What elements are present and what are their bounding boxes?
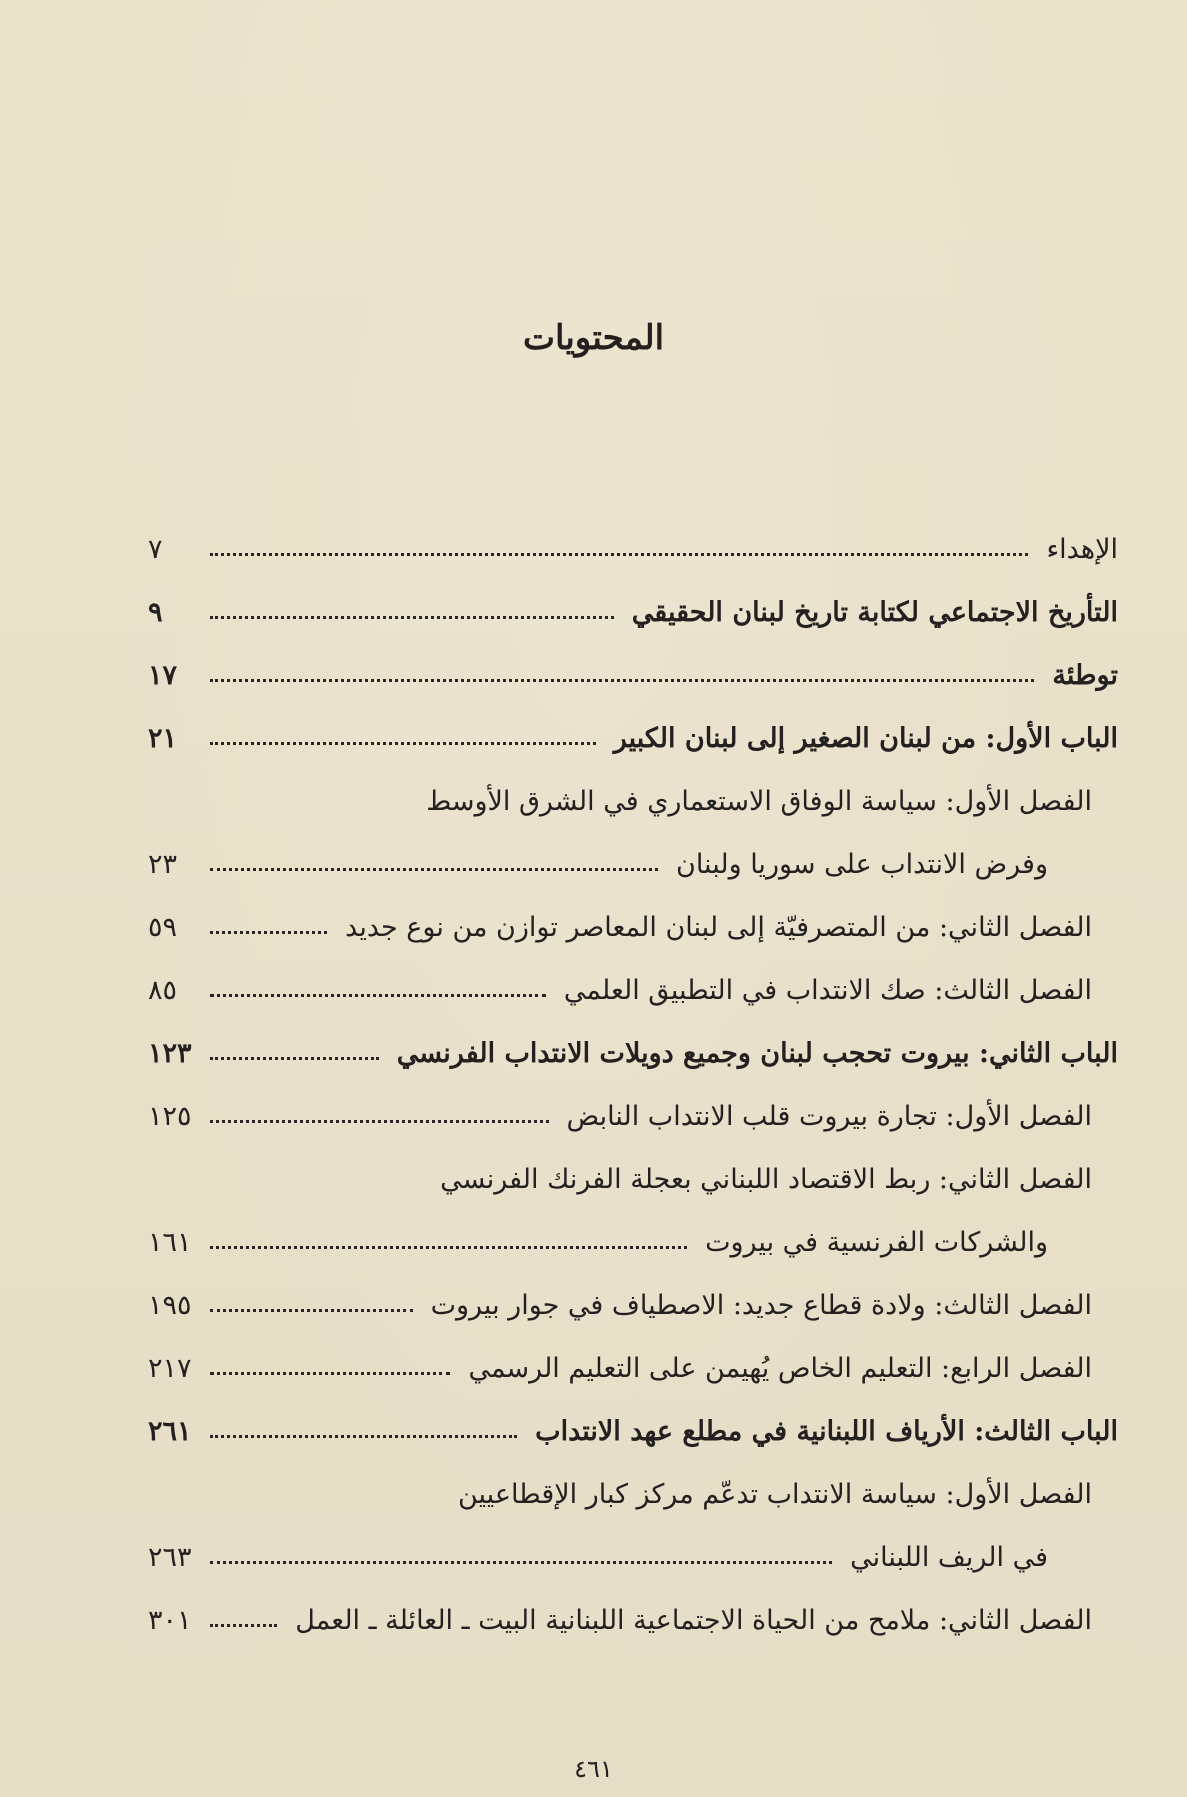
toc-entry-label: والشركات الفرنسية في بيروت <box>705 1227 1048 1259</box>
toc-entry-label: الفصل الرابع: التعليم الخاص يُهيمن على التعليم الرسمي <box>468 1353 1092 1385</box>
toc-entry <box>148 1132 1092 1195</box>
toc-entry <box>148 1195 1048 1258</box>
toc-entry <box>148 880 1092 943</box>
toc-entry-page: ١٩٥ <box>148 1290 192 1322</box>
dot-leader <box>210 1624 277 1627</box>
toc-entry-label: الفصل الثاني: ملامح من الحياة الاجتماعية اللبنانية البيت ـ العائلة ـ العمل <box>295 1605 1092 1637</box>
toc-entry-page: ١٢٣ <box>148 1038 192 1070</box>
toc-entry-label: الفصل الثاني: من المتصرفيّة إلى لبنان المعاصر توازن من نوع جديد <box>345 912 1092 944</box>
dot-leader <box>210 994 546 997</box>
toc-entry <box>148 1006 1118 1069</box>
dot-leader <box>210 1435 517 1438</box>
toc-entry-page: ٩ <box>148 597 163 629</box>
toc-entry <box>148 1573 1092 1636</box>
toc-entry-page: ٨٥ <box>148 975 178 1007</box>
toc-entry <box>148 1447 1092 1510</box>
toc-entry-label: الفصل الثالث: ولادة قطاع جديد: الاصطياف في جوار بيروت <box>430 1290 1092 1322</box>
toc-entry-page: ١٦١ <box>148 1227 192 1259</box>
page-title: المحتويات <box>522 318 665 358</box>
toc-entry-page: ٥٩ <box>148 912 178 944</box>
toc-entry-label: الفصل الثالث: صك الانتداب في التطبيق العلمي <box>563 975 1092 1007</box>
toc-entry <box>148 565 1118 628</box>
toc-entry <box>148 817 1048 880</box>
toc-entry-label: الفصل الأول: سياسة الوفاق الاستعماري في الشرق الأوسط <box>426 786 1092 818</box>
toc-entry-label: الفصل الأول: سياسة الانتداب تدعّم مركز كبار الإقطاعيين <box>457 1479 1092 1511</box>
toc-entry-label: في الريف اللبناني <box>850 1542 1048 1574</box>
toc-entry-page: ٢١ <box>148 723 178 755</box>
page-number: ٤٦١ <box>574 1755 613 1783</box>
toc-entry <box>148 754 1092 817</box>
toc-entry <box>148 943 1092 1006</box>
toc-entry <box>148 502 1118 565</box>
dot-leader <box>210 1120 549 1123</box>
toc-entry-label: الإهداء <box>1046 534 1118 566</box>
toc-entry-page: ٧ <box>148 534 163 566</box>
dot-leader <box>210 742 596 745</box>
toc-entry <box>148 1258 1092 1321</box>
table-of-contents <box>148 502 1118 1636</box>
toc-entry-label: الباب الثالث: الأرياف اللبنانية في مطلع عهد الانتداب <box>535 1416 1118 1448</box>
toc-entry-label: الفصل الثاني: ربط الاقتصاد اللبناني بعجلة الفرنك الفرنسي <box>440 1164 1092 1196</box>
dot-leader <box>210 1561 832 1564</box>
dot-leader <box>210 1246 687 1249</box>
dot-leader <box>210 679 1034 682</box>
toc-entry-label: الباب الثاني: بيروت تحجب لبنان وجميع دويلات الانتداب الفرنسي <box>396 1038 1118 1070</box>
toc-entry-page: ١٧ <box>148 660 178 692</box>
toc-entry <box>148 1510 1048 1573</box>
dot-leader <box>210 1057 379 1060</box>
dot-leader <box>210 868 658 871</box>
dot-leader <box>210 616 614 619</box>
toc-entry-label: التأريخ الاجتماعي لكتابة تاريخ لبنان الحقيقي <box>631 597 1118 629</box>
toc-entry-label: توطئة <box>1052 660 1118 692</box>
toc-entry <box>148 1069 1092 1132</box>
dot-leader <box>210 553 1028 556</box>
toc-entry-page: ١٢٥ <box>148 1101 192 1133</box>
toc-entry-label: الفصل الأول: تجارة بيروت قلب الانتداب النابض <box>566 1101 1092 1133</box>
toc-entry <box>148 1384 1118 1447</box>
toc-entry-label: وفرض الانتداب على سوريا ولبنان <box>676 849 1048 881</box>
toc-entry-page: ٢٦٣ <box>148 1542 192 1574</box>
dot-leader <box>210 931 327 934</box>
toc-entry-page: ٣٠١ <box>148 1605 192 1637</box>
toc-entry-page: ٢٦١ <box>148 1416 192 1448</box>
dot-leader <box>210 1372 450 1375</box>
toc-entry-label: الباب الأول: من لبنان الصغير إلى لبنان الكبير <box>613 723 1118 755</box>
dot-leader <box>210 1309 413 1312</box>
toc-entry <box>148 691 1118 754</box>
toc-entry <box>148 628 1118 691</box>
toc-entry-page: ٢١٧ <box>148 1353 192 1385</box>
toc-entry-page: ٢٣ <box>148 849 178 881</box>
toc-entry <box>148 1321 1092 1384</box>
